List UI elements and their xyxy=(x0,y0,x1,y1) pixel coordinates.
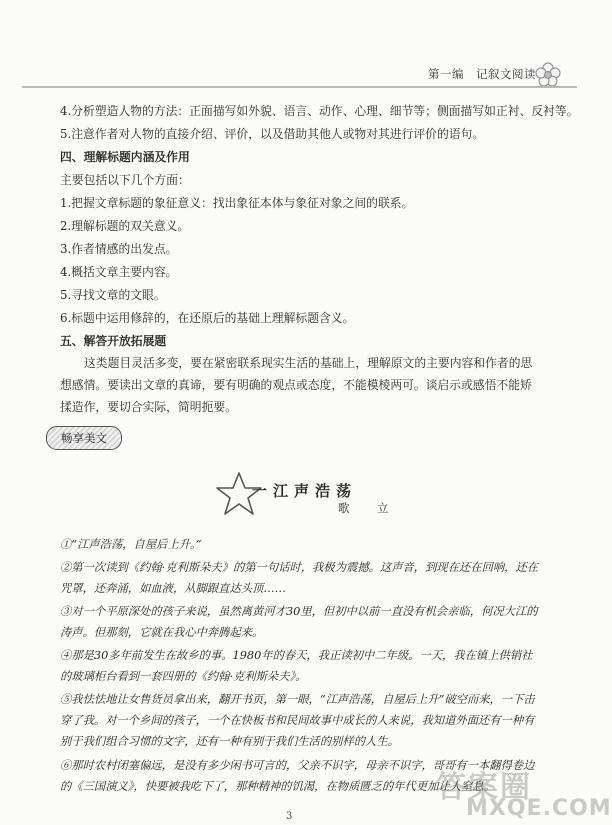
watermark-url: MXQE.COM xyxy=(466,796,612,821)
section-4-item: 5.寻找文章的文眼。 xyxy=(60,288,166,302)
section-4-item: 3.作者情感的出发点。 xyxy=(60,242,178,256)
essay-author: 歌 立 xyxy=(338,501,397,515)
essay-title: 一江声浩荡 xyxy=(252,482,358,500)
essay-paragraph: ③对一个平原深处的孩子来说，虽然离黄河才30里，但初中以前一直没有机会亲临，何况大江的涛声。但那刻，它就在我心中奔腾起来。 xyxy=(60,605,538,639)
section-4-item: 1.把握文章标题的象征意义：找出象征本体与象征对象之间的联系。 xyxy=(60,196,414,210)
header-rule xyxy=(22,86,577,88)
method-item-4: 4.分析塑造人物的方法：正面描写如外貌、语言、动作、心理、细节等；侧面描写如正衬、反衬等。 xyxy=(60,104,579,118)
essay-paragraph: ⑥那时农村闭塞偏远，是没有多少闲书可言的，父亲不识字，母亲不识字，哥哥有一本翻得卷边的《三国演义》，快要被我吃下了，那种精神的饥渴，在物质匮乏的年代更加让人窒息。 xyxy=(60,759,535,793)
running-header: 第一编 记叙文阅读 xyxy=(428,67,536,81)
section-4-heading: 四、理解标题内涵及作用 xyxy=(60,150,190,164)
section-5-body: 这类题目灵活多变，要在紧密联系现实生活的基础上，理解原文的主要内容和作者的思想感情。要读出文章的真谛，要有明确的观点或态度，不能模棱两可。谈启示或感悟不能矫揉造作，要切合实际，简明扼要。 xyxy=(60,356,533,414)
section-5-heading: 五、解答开放拓展题 xyxy=(60,334,167,348)
watermark-text: 答案圈 xyxy=(436,770,532,805)
section-4-intro: 主要包括以下几个方面： xyxy=(60,173,190,187)
page-number: 3 xyxy=(286,811,293,822)
essay-paragraph: ⑤我怯怯地让女售货员拿出来，翻开书页，第一眼，“江声浩荡，自屋后上升”破空而来，一下击穿了我。对一个乡间的孩子，一个在快板书和民间故事中成长的人来说，我知道外面还有一种有别于我们组合习惯的文字，还有一种有别于我们生活的别样的人生。 xyxy=(60,693,535,748)
section-4-item: 2.理解标题的双关意义。 xyxy=(60,219,190,233)
essay-paragraph: ④那是30多年前发生在故乡的事。1980年的春天，我正读初中二年级。一天，我在镇上供销社的玻璃柜台看到一套四册的《约翰·克利斯朵夫》。 xyxy=(60,649,533,683)
flower-icon xyxy=(535,62,561,88)
watermark-logo xyxy=(430,762,612,821)
essay-paragraph: ①“江声浩荡，自屋后上升。” xyxy=(60,538,202,551)
method-item-5: 5.注意作者对人物的直接介绍、评价，以及借助其他人或物对其进行评价的语句。 xyxy=(60,127,485,141)
enjoy-essay-badge: 畅享美文 xyxy=(46,426,122,450)
section-4-item: 6.标题中运用修辞的，在还原后的基础上理解标题含义。 xyxy=(60,311,355,325)
section-4-item: 4.概括文章主要内容。 xyxy=(60,265,178,279)
essay-paragraph: ②第一次读到《约翰·克利斯朵夫》的第一句话时，我极为震撼。这声音，到现在还在回响，还在咒罩，还奔涌，如血液，从脚跟直达头顶…… xyxy=(60,561,539,595)
